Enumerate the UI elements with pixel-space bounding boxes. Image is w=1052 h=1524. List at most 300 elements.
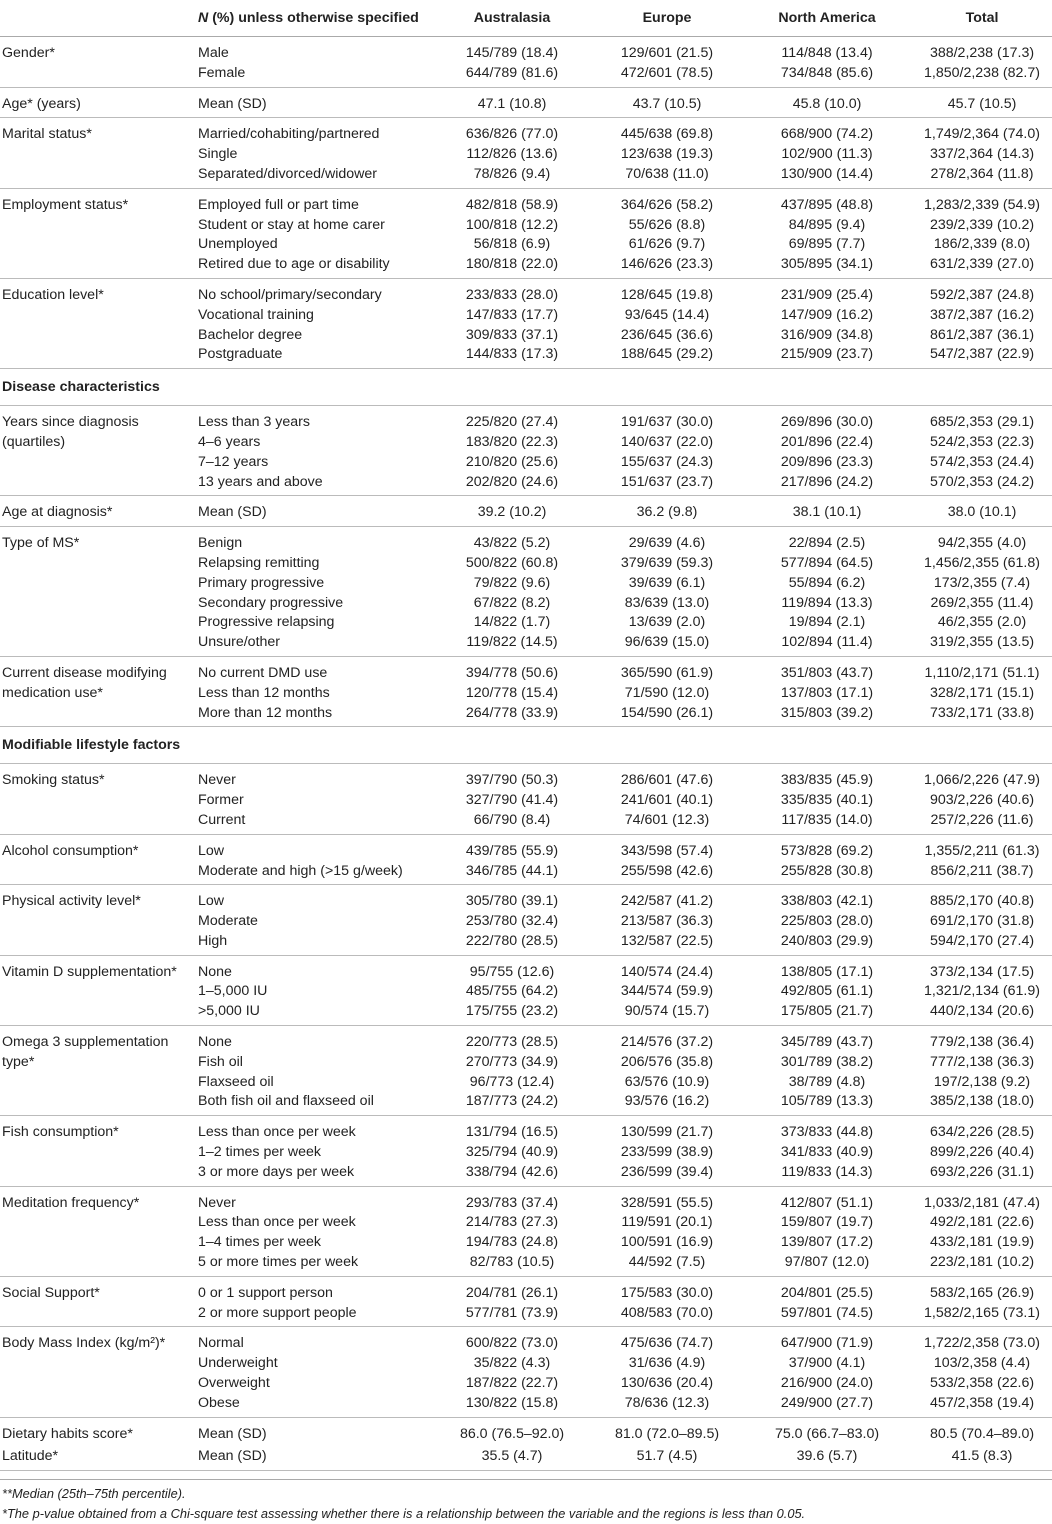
total-value: 388/2,238 (17.3) [929,45,1035,61]
europe-value: 206/576 (35.8) [620,1053,714,1070]
level-label: Moderate and high (>15 g/week) [198,862,403,879]
total-value: 319/2,355 (13.5) [929,634,1035,651]
total-value: 278/2,364 (11.8) [930,165,1034,182]
header-levels-n: N [198,10,209,26]
total-value: 1,033/2,181 (47.4) [924,1194,1040,1211]
north-america-value-cell [742,406,912,496]
australasia-value: 43/822 (5.2) [473,535,551,552]
total-value: 1,749/2,364 (74.0) [924,126,1040,143]
north-america-value: 147/909 (16.2) [780,306,874,323]
north-america-value-cell [742,1186,912,1276]
australasia-value: 145/789 (18.4) [465,45,559,61]
total-value: 524/2,353 (22.3) [929,433,1035,450]
north-america-value-cell [742,278,912,368]
europe-value-cell [592,87,742,118]
level-label: Vocational training [198,306,314,323]
north-america-value-cell [742,1116,912,1186]
europe-value-cell [592,1026,742,1116]
north-america-value-cell [742,118,912,188]
table-header-row [0,0,1052,37]
north-america-value: 217/896 (24.2) [780,473,874,490]
australasia-value: 67/822 (8.2) [473,594,551,611]
europe-value: 36.2 (9.8) [636,504,698,521]
header-total: Total [912,0,1052,37]
australasia-value-cell [432,656,592,726]
north-america-value: 412/807 (51.1) [780,1194,874,1211]
total-value: 691/2,170 (31.8) [929,913,1035,930]
total-value-cell [912,527,1052,657]
level-label: No current DMD use [198,664,328,681]
total-value: 547/2,387 (22.9) [929,346,1035,363]
table-row [0,87,1052,118]
level-label: Student or stay at home carer [198,216,385,233]
australasia-value: 338/794 (42.6) [465,1163,559,1180]
australasia-value: 397/790 (50.3) [465,772,559,789]
variable-name: Employment status* [0,188,196,278]
europe-value: 61/626 (9.7) [628,236,706,253]
table-body [0,37,1052,1471]
total-value: 1,582/2,165 (73.1) [924,1304,1040,1321]
total-value-cell [912,1447,1052,1470]
north-america-value-cell [742,1276,912,1327]
north-america-value: 37/900 (4.1) [788,1355,866,1372]
europe-value: 63/576 (10.9) [624,1073,710,1090]
total-value-cell [912,1417,1052,1447]
australasia-value: 253/780 (32.4) [465,913,559,930]
table-row [0,527,1052,657]
europe-value: 140/574 (24.4) [620,963,714,980]
north-america-value: 338/803 (42.1) [780,893,874,910]
total-value: 903/2,226 (40.6) [929,792,1035,809]
level-label: None [198,1034,232,1051]
north-america-value: 105/789 (13.3) [780,1093,874,1110]
total-value: 634/2,226 (28.5) [929,1124,1035,1141]
north-america-value-cell [742,1447,912,1470]
australasia-value-cell [432,278,592,368]
total-value: 631/2,339 (27.0) [929,256,1035,273]
australasia-value-cell [432,496,592,527]
level-label: Overweight [198,1375,270,1392]
australasia-value: 305/780 (39.1) [465,893,559,910]
europe-value: 39/639 (6.1) [628,574,706,591]
europe-value: 154/590 (26.1) [620,704,714,721]
level-label: Both fish oil and flaxseed oil [198,1093,374,1110]
north-america-value: 137/803 (17.1) [780,684,874,701]
level-label: Current [198,811,246,828]
australasia-value: 636/826 (77.0) [465,126,559,143]
table-row [0,1186,1052,1276]
north-america-value: 102/894 (11.4) [781,634,873,651]
europe-value: 188/645 (29.2) [620,346,714,363]
europe-value: 241/601 (40.1) [620,792,714,809]
europe-value-cell [592,885,742,955]
north-america-value: 38/789 (4.8) [788,1073,866,1090]
australasia-value-cell [432,1276,592,1327]
europe-value: 130/636 (20.4) [620,1375,714,1392]
level-label: 4–6 years [198,433,261,450]
table-row [0,278,1052,368]
level-label-cell [196,406,432,496]
australasia-value: 225/820 (27.4) [465,414,559,431]
total-value: 46/2,355 (2.0) [937,614,1027,631]
level-label: Never [198,1194,236,1211]
north-america-value: 97/807 (12.0) [784,1254,870,1271]
europe-value: 343/598 (57.4) [620,842,714,859]
level-label-cell [196,1026,432,1116]
total-value: 186/2,339 (8.0) [933,236,1031,253]
australasia-value: 14/822 (1.7) [473,614,551,631]
europe-value: 31/636 (4.9) [628,1355,706,1372]
australasia-value-cell [432,1447,592,1470]
level-label: 3 or more days per week [198,1163,355,1180]
level-label: Unemployed [198,236,278,253]
north-america-value: 335/835 (40.1) [780,792,874,809]
total-value: 433/2,181 (19.9) [929,1234,1035,1251]
north-america-value-cell [742,37,912,88]
level-label: Less than once per week [198,1214,356,1231]
table-row [0,1276,1052,1327]
australasia-value: 220/773 (28.5) [465,1034,559,1051]
total-value: 1,321/2,134 (61.9) [924,983,1040,1000]
level-label: Secondary progressive [198,594,344,611]
total-value: 239/2,339 (10.2) [929,216,1035,233]
europe-value-cell [592,1327,742,1417]
variable-name: Latitude* [0,1447,196,1470]
europe-value-cell [592,834,742,885]
level-label: Unsure/other [198,634,281,651]
level-label-cell [196,764,432,834]
australasia-value: 66/790 (8.4) [473,811,551,828]
australasia-value: 264/778 (33.9) [465,704,559,721]
europe-value: 214/576 (37.2) [620,1034,714,1051]
level-label: Less than 3 years [198,414,310,431]
level-label: Bachelor degree [198,326,303,343]
header-levels [196,0,432,37]
australasia-value: 119/822 (14.5) [466,634,558,651]
europe-value: 83/639 (13.0) [624,594,710,611]
europe-value: 191/637 (30.0) [620,414,714,431]
europe-value: 344/574 (59.9) [620,983,714,1000]
north-america-value: 231/909 (25.4) [780,286,874,303]
australasia-value: 35.5 (4.7) [481,1448,543,1465]
variable-name: Marital status* [0,118,196,188]
total-value: 1,283/2,339 (54.9) [924,196,1040,213]
level-label: 1–2 times per week [198,1144,322,1161]
australasia-value-cell [432,87,592,118]
europe-value-cell [592,496,742,527]
north-america-value: 84/895 (9.4) [788,216,866,233]
australasia-value: 346/785 (44.1) [465,862,559,879]
level-label-cell [196,118,432,188]
section-title: Disease characteristics [0,369,1052,406]
level-label: Obese [198,1394,240,1411]
variable-name: Age* (years) [0,87,196,118]
level-label-cell [196,188,432,278]
level-label: Former [198,792,244,809]
europe-value: 123/638 (19.3) [620,146,714,163]
europe-value: 13/639 (2.0) [628,614,706,631]
level-label: 13 years and above [198,473,323,490]
europe-value-cell [592,764,742,834]
level-label: 5 or more times per week [198,1254,359,1271]
north-america-value-cell [742,496,912,527]
total-value-cell [912,1327,1052,1417]
total-value: 257/2,226 (11.6) [930,811,1034,828]
table-row [0,1327,1052,1417]
north-america-value: 45.8 (10.0) [792,95,862,112]
header-australasia: Australasia [432,0,592,37]
north-america-value-cell [742,885,912,955]
australasia-value: 439/785 (55.9) [465,842,559,859]
level-label: Benign [198,535,243,552]
europe-value: 100/591 (16.9) [620,1234,714,1251]
australasia-value: 144/833 (17.3) [465,346,559,363]
north-america-value: 597/801 (74.5) [780,1304,874,1321]
total-value-cell [912,1116,1052,1186]
australasia-value-cell [432,406,592,496]
europe-value: 96/639 (15.0) [624,634,710,651]
north-america-value: 225/803 (28.0) [780,913,874,930]
variable-name: Gender* [0,37,196,88]
australasia-value: 202/820 (24.6) [465,473,559,490]
australasia-value: 577/781 (73.9) [465,1304,559,1321]
australasia-value-cell [432,1026,592,1116]
north-america-value: 249/900 (27.7) [780,1394,874,1411]
level-label: Less than 12 months [198,684,330,701]
variable-name: Smoking status* [0,764,196,834]
total-value-cell [912,885,1052,955]
table-row [0,1447,1052,1470]
level-label: Progressive relapsing [198,614,335,631]
north-america-value: 22/894 (2.5) [788,535,866,552]
europe-value: 364/626 (58.2) [620,196,714,213]
total-value: 38.0 (10.1) [947,504,1017,521]
level-label-cell [196,37,432,88]
australasia-value: 96/773 (12.4) [469,1073,555,1090]
australasia-value: 82/783 (10.5) [469,1254,555,1271]
north-america-value: 215/909 (23.7) [780,346,874,363]
table-row [0,118,1052,188]
level-label: Primary progressive [198,574,325,591]
europe-value: 242/587 (41.2) [620,893,714,910]
australasia-value: 86.0 (76.5–92.0) [459,1425,565,1442]
europe-value: 55/626 (8.8) [628,216,706,233]
australasia-value: 39.2 (10.2) [477,504,547,521]
europe-value: 71/590 (12.0) [624,684,710,701]
europe-value-cell [592,527,742,657]
total-value: 899/2,226 (40.4) [929,1144,1035,1161]
australasia-value: 270/773 (34.9) [465,1053,559,1070]
total-value: 779/2,138 (36.4) [929,1034,1035,1051]
level-label: High [198,932,228,949]
total-value-cell [912,764,1052,834]
australasia-value: 35/822 (4.3) [473,1355,551,1372]
level-label: No school/primary/secondary [198,286,382,303]
north-america-value: 269/896 (30.0) [780,414,874,431]
europe-value: 233/599 (38.9) [620,1144,714,1161]
level-label: Relapsing remitting [198,554,320,571]
level-label: 1–5,000 IU [198,983,268,1000]
north-america-value-cell [742,955,912,1025]
level-label-cell [196,1116,432,1186]
total-value: 861/2,387 (36.1) [929,326,1035,343]
total-value: 387/2,387 (16.2) [929,306,1035,323]
north-america-value: 117/835 (14.0) [781,811,873,828]
europe-value: 128/645 (19.8) [620,286,714,303]
north-america-value: 668/900 (74.2) [780,126,874,143]
europe-value: 445/638 (69.8) [620,126,714,143]
europe-value: 408/583 (70.0) [620,1304,714,1321]
level-label: Flaxseed oil [198,1073,274,1090]
europe-value-cell [592,406,742,496]
table-row [0,188,1052,278]
total-value: 457/2,358 (19.4) [929,1394,1035,1411]
north-america-value-cell [742,656,912,726]
north-america-value-cell [742,764,912,834]
australasia-value: 204/781 (26.1) [465,1284,559,1301]
australasia-value: 47.1 (10.8) [477,95,547,112]
total-value: 592/2,387 (24.8) [929,286,1035,303]
total-value: 223/2,181 (10.2) [929,1254,1035,1271]
australasia-value: 222/780 (28.5) [465,932,559,949]
europe-value-cell [592,1276,742,1327]
variable-name: Education level* [0,278,196,368]
total-value: 45.7 (10.5) [947,95,1017,112]
level-label-cell [196,1276,432,1327]
europe-value: 51.7 (4.5) [636,1448,698,1465]
europe-value: 78/636 (12.3) [624,1394,710,1411]
total-value: 777/2,138 (36.3) [929,1053,1035,1070]
north-america-value-cell [742,1026,912,1116]
header-variable [0,0,196,37]
north-america-value-cell [742,527,912,657]
australasia-value-cell [432,1327,592,1417]
australasia-value-cell [432,1186,592,1276]
europe-value: 472/601 (78.5) [620,64,714,81]
north-america-value: 201/896 (22.4) [780,433,874,450]
europe-value: 213/587 (36.3) [620,913,714,930]
total-value-cell [912,1276,1052,1327]
australasia-value-cell [432,1116,592,1186]
level-label-cell [196,1447,432,1470]
europe-value: 90/574 (15.7) [624,1003,710,1020]
section-header-row [0,369,1052,406]
north-america-value: 114/848 (13.4) [781,45,873,61]
level-label: Mean (SD) [198,1448,267,1465]
europe-value: 236/645 (36.6) [620,326,714,343]
table-row [0,1116,1052,1186]
australasia-value: 600/822 (73.0) [465,1335,559,1352]
europe-value-cell [592,37,742,88]
level-label-cell [196,885,432,955]
europe-value: 93/645 (14.4) [624,306,710,323]
europe-value-cell [592,955,742,1025]
total-value-cell [912,188,1052,278]
europe-value: 140/637 (22.0) [620,433,714,450]
north-america-value: 139/807 (17.2) [780,1234,874,1251]
variable-name: Social Support* [0,1276,196,1327]
north-america-value-cell [742,87,912,118]
level-label: Normal [198,1335,244,1352]
north-america-value: 130/900 (14.4) [780,165,874,182]
total-value: 328/2,171 (15.1) [929,684,1035,701]
north-america-value-cell [742,188,912,278]
level-label: Low [198,842,225,859]
north-america-value: 383/835 (45.9) [780,772,874,789]
section-header-row [0,727,1052,764]
level-label: Mean (SD) [198,504,267,521]
north-america-value: 204/801 (25.5) [780,1284,874,1301]
total-value: 103/2,358 (4.4) [933,1355,1031,1372]
variable-name: Omega 3 supplementation type* [0,1026,196,1116]
total-value: 885/2,170 (40.8) [929,893,1035,910]
table-row [0,656,1052,726]
total-value-cell [912,278,1052,368]
europe-value: 130/599 (21.7) [620,1124,714,1141]
australasia-value: 180/818 (22.0) [465,256,559,273]
north-america-value: 577/894 (64.5) [780,554,874,571]
europe-value-cell [592,1116,742,1186]
table-row [0,496,1052,527]
level-label: Married/cohabiting/partnered [198,126,380,143]
north-america-value: 437/895 (48.8) [780,196,874,213]
australasia-value-cell [432,37,592,88]
north-america-value: 19/894 (2.1) [788,614,866,631]
level-label: Separated/divorced/widower [198,165,378,182]
total-value-cell [912,37,1052,88]
total-value: 693/2,226 (31.1) [929,1163,1035,1180]
level-label: 7–12 years [198,453,269,470]
level-label: Mean (SD) [198,95,267,112]
europe-value: 44/592 (7.5) [628,1254,706,1271]
europe-value-cell [592,1447,742,1470]
variable-name: Current disease modifying medication use* [0,656,196,726]
level-label: Fish oil [198,1053,243,1070]
table-row [0,834,1052,885]
australasia-value: 194/783 (24.8) [465,1234,559,1251]
north-america-value: 305/895 (34.1) [780,256,874,273]
north-america-value: 138/805 (17.1) [780,963,874,980]
total-value: 733/2,171 (33.8) [929,704,1035,721]
level-label: Postgraduate [198,346,283,363]
total-value: 1,456/2,355 (61.8) [924,554,1040,571]
europe-value: 155/637 (24.3) [620,453,714,470]
total-value: 570/2,353 (24.2) [929,473,1035,490]
total-value: 574/2,353 (24.4) [929,453,1035,470]
europe-value: 81.0 (72.0–89.5) [614,1425,720,1442]
europe-value: 43.7 (10.5) [632,95,702,112]
level-label-cell [196,1417,432,1447]
level-label: 2 or more support people [198,1304,357,1321]
variable-name: Type of MS* [0,527,196,657]
north-america-value: 38.1 (10.1) [792,504,862,521]
australasia-value: 79/822 (9.6) [473,574,551,591]
europe-value: 475/636 (74.7) [620,1335,714,1352]
total-value-cell [912,656,1052,726]
total-value: 1,066/2,226 (47.9) [924,772,1040,789]
australasia-value: 644/789 (81.6) [465,64,559,81]
level-label: 0 or 1 support person [198,1284,333,1301]
table-row [0,955,1052,1025]
europe-value: 255/598 (42.6) [620,862,714,879]
australasia-value: 187/773 (24.2) [465,1093,559,1110]
north-america-value: 301/789 (38.2) [780,1053,874,1070]
level-label-cell [196,955,432,1025]
europe-value-cell [592,656,742,726]
level-label: Single [198,146,238,163]
total-value: 197/2,138 (9.2) [933,1073,1031,1090]
total-value: 1,722/2,358 (73.0) [924,1335,1040,1352]
